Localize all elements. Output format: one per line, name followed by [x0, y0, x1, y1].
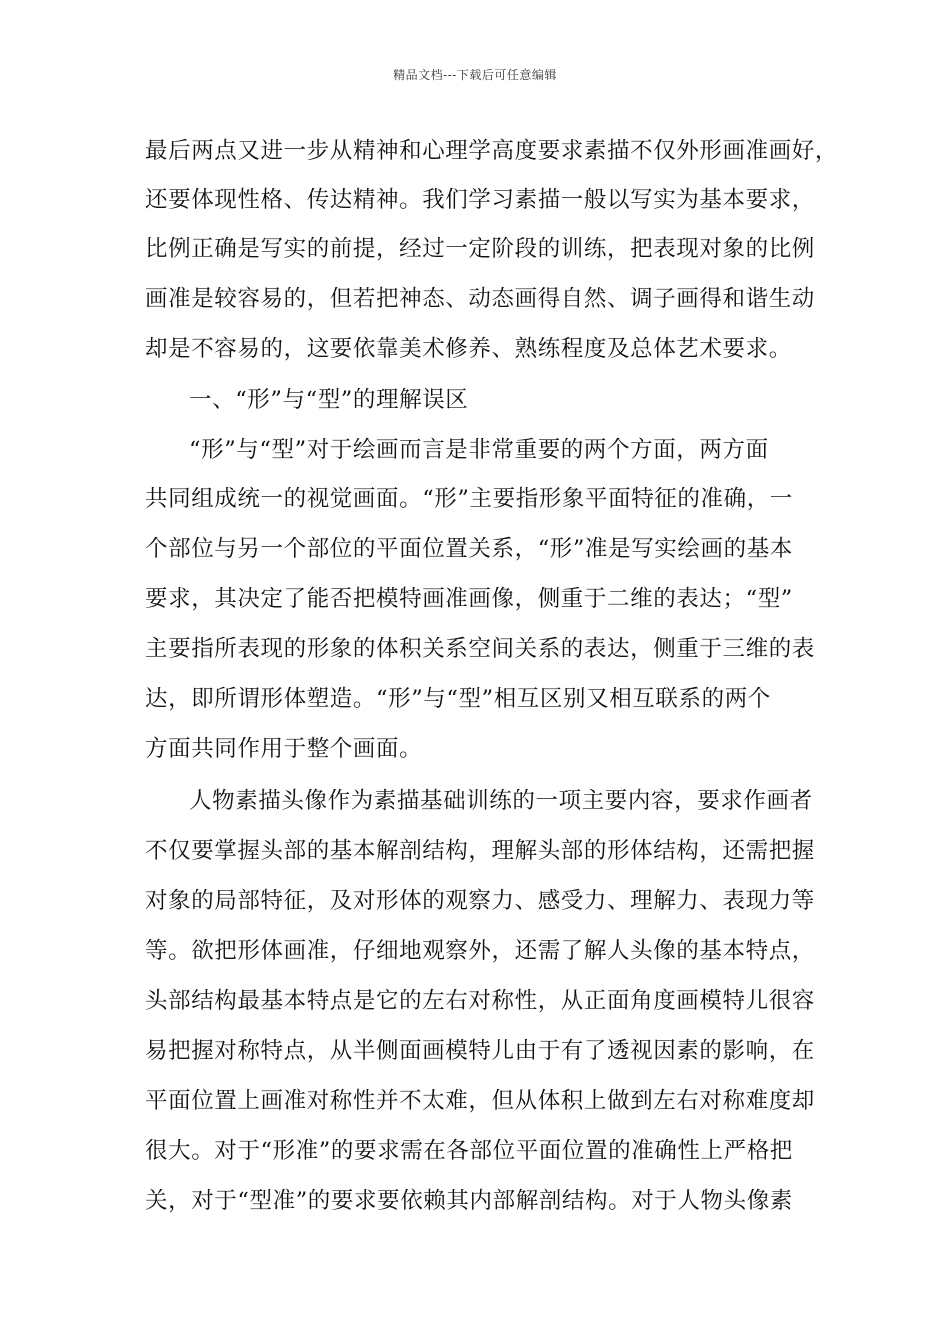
- paragraph-line: 头部结构最基本特点是它的左右对称性，从正面角度画模特儿很容: [145, 988, 815, 1014]
- paragraph-line: 对象的局部特征，及对形体的观察力、感受力、理解力、表现力等: [145, 888, 815, 914]
- page-header: 精品文档---下载后可任意编辑: [393, 68, 557, 82]
- paragraph-line: 共同组成统一的视觉画面。“形”主要指形象平面特征的准确，一: [145, 486, 793, 512]
- paragraph-line: “形”与“型”对于绘画而言是非常重要的两个方面，两方面: [189, 437, 769, 463]
- paragraph-line: 主要指所表现的形象的体积关系空间关系的表达，侧重于三维的表: [145, 636, 815, 662]
- paragraph-line: 等。欲把形体画准，仔细地观察外，还需了解人头像的基本特点，: [145, 938, 815, 964]
- paragraph-line: 人物素描头像作为素描基础训练的一项主要内容，要求作画者: [189, 788, 813, 814]
- paragraph-line: 个部位与另一个部位的平面位置关系，“形”准是写实绘画的基本: [145, 536, 793, 562]
- paragraph-line: 达，即所谓形体塑造。“形”与“型”相互区别又相互联系的两个: [145, 686, 771, 712]
- paragraph-line: 方面共同作用于整个画面。: [145, 736, 423, 762]
- paragraph-line: 关，对于“型准”的要求要依赖其内部解剖结构。对于人物头像素: [145, 1188, 793, 1214]
- paragraph-line: 还要体现性格、传达精神。我们学习素描一般以写实为基本要求，: [145, 187, 815, 213]
- paragraph-line: 易把握对称特点，从半侧面画模特儿由于有了透视因素的影响，在: [145, 1038, 815, 1064]
- paragraph-line: 不仅要掌握头部的基本解剖结构，理解头部的形体结构，还需把握: [145, 838, 815, 864]
- paragraph-line: 最后两点又进一步从精神和心理学高度要求素描不仅外形画准画好，: [145, 138, 839, 164]
- paragraph-line: 画准是较容易的，但若把神态、动态画得自然、调子画得和谐生动: [145, 286, 815, 312]
- section-heading: 一、“形”与“型”的理解误区: [189, 387, 469, 413]
- paragraph-line: 比例正确是写实的前提，经过一定阶段的训练，把表现对象的比例: [145, 236, 815, 262]
- paragraph-line: 平面位置上画准对称性并不太难，但从体积上做到左右对称难度却: [145, 1088, 815, 1114]
- paragraph-line: 却是不容易的，这要依靠美术修养、熟练程度及总体艺术要求。: [145, 336, 792, 362]
- paragraph-line: 很大。对于“形准”的要求需在各部位平面位置的准确性上严格把: [145, 1138, 793, 1164]
- paragraph-line: 要求，其决定了能否把模特画准画像，侧重于二维的表达；“型”: [145, 586, 793, 612]
